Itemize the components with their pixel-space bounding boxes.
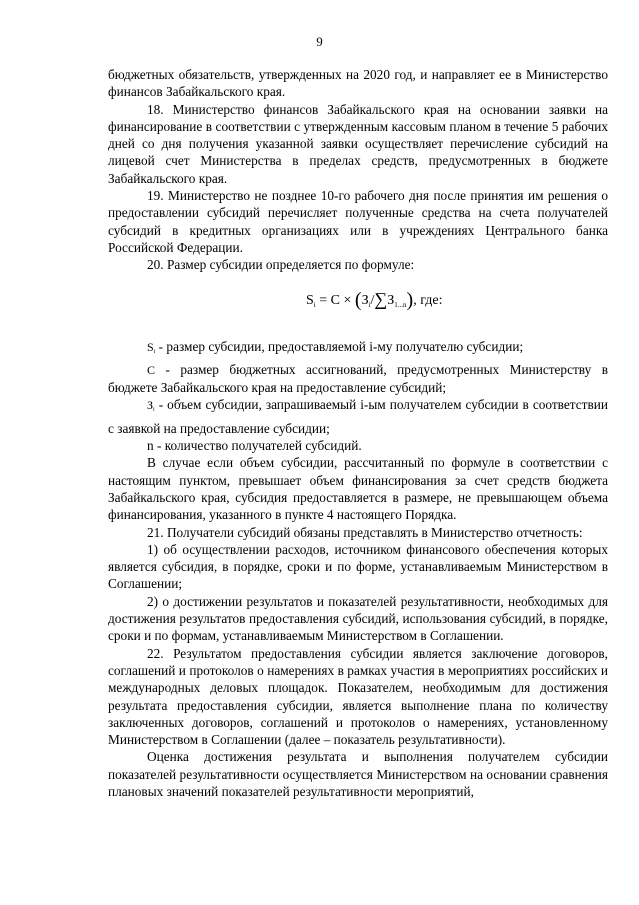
definition-n: n - количество получателей субсидий.	[147, 438, 362, 454]
definition-zi-text: - объем субсидии, запрашиваемый i-ым получателем субсидии в соответствии с заявкой на предоставление субсидии;	[108, 397, 608, 436]
definition-zi-symbol: З	[147, 398, 154, 413]
formula-open-paren: (	[354, 288, 362, 311]
formula-c-times: = C ×	[315, 292, 355, 308]
document-body	[108, 66, 608, 800]
paragraph-22: 22. Результатом предоставления субсидии является заключение договоров, соглашений и протоколов о намерениях в рамках участия в мероприятиях российских и международных деловых площадок. Показателем, необходимым для достижения результата предоставления субсидии, является выполнение плана по количеству заключенных договоров, соглашений и протоколов о намерениях, установленному Министерством в Соглашении (далее – показатель результативности).	[108, 645, 608, 748]
formula-s: S	[306, 292, 314, 308]
formula-z-sum-sub: 1...n	[394, 300, 407, 309]
definition-si-symbol: S	[147, 339, 154, 354]
definition-zi	[108, 396, 608, 437]
formula-z-sum: З	[387, 292, 395, 308]
paragraph-21-item-2: 2) о достижении результатов и показателей результативности, необходимых для достижения результатов предоставления субсидий, использования субсидий, в порядке, сроки и по формам, устанавливаемым Министерством в Соглашении.	[108, 593, 608, 644]
definition-c	[108, 361, 608, 397]
formula-sigma: ∑	[374, 288, 388, 309]
definition-c-symbol: C	[147, 362, 156, 377]
formula-close-paren: )	[406, 288, 414, 311]
paragraph-assessment: Оценка достижения результата и выполнения получателем субсидии показателей результативности осуществляется Министерством на основании сравнения плановых значений показателей результативности мероприятий,	[108, 749, 608, 799]
formula-z: З	[361, 292, 369, 308]
paragraph-continuation: бюджетных обязательств, утвержденных на 2020 год, и направляет ее в Министерство финансов Забайкальского края.	[108, 67, 608, 100]
paragraph-21: 21. Получатели субсидий обязаны представлять в Министерство отчетность:	[147, 524, 583, 540]
paragraph-21-item-1: 1) об осуществлении расходов, источником финансового обеспечения которых является субсидия, в порядке, сроки и по форме, устанавливаемым Министерством в Соглашении;	[108, 541, 608, 592]
paragraph-18: 18. Министерство финансов Забайкальского края на основании заявки на финансирование в соответствии с утвержденным кассовым планом в течение 5 рабочих дней со дня получения указанной заявки осуществляет перечисление субсидий на лицевой счет Министерства в пределах средств, предусмотренных в бюджете Забайкальского края.	[108, 101, 608, 186]
definition-si-sub: i	[153, 348, 156, 355]
subsidy-formula	[108, 288, 608, 316]
page-number: 9	[316, 34, 323, 49]
paragraph-excess-case: В случае если объем субсидии, рассчитанный по формуле в соответствии с настоящим пунктом, превышает объем финансирования за счет средств бюджета Забайкальского края, субсидия предоставляется в размере, не превышающем объема финансирования, указанного в пункте 4 настоящего Порядка.	[108, 455, 608, 523]
definition-c-text: - размер бюджетных ассигнований, предусмотренных Министерству в бюджете Забайкальского края на предоставление субсидий;	[108, 361, 608, 396]
formula-z-sub: i	[368, 300, 371, 309]
paragraph-20: 20. Размер субсидии определяется по формуле:	[147, 257, 415, 273]
formula-s-sub: i	[313, 300, 316, 309]
formula-slash: /	[370, 292, 375, 308]
formula-tail: , где:	[413, 292, 443, 308]
paragraph-19: 19. Министерство не позднее 10-го рабочего дня после принятия им решения о предоставлении субсидий перечисляет полученные средства на счета получателей субсидий в кредитных организациях или в учреждениях Центрального банка Российской Федерации.	[108, 188, 608, 255]
definition-si	[108, 338, 608, 361]
definition-zi-sub: i	[153, 407, 155, 414]
definition-si-text: - размер субсидии, предоставляемой i-му получателю субсидии;	[155, 338, 524, 354]
